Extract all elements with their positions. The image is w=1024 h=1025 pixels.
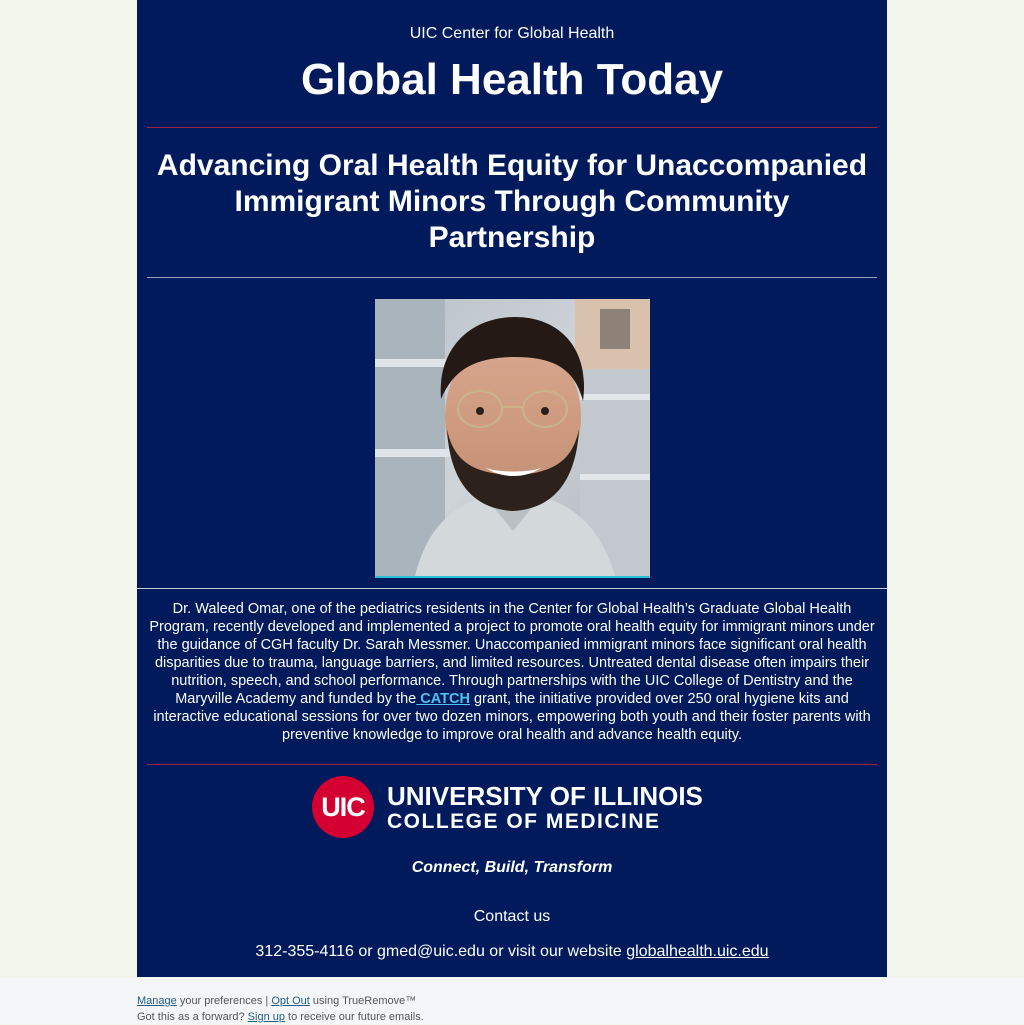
newsletter-body — [137, 0, 887, 977]
manage-preferences-link[interactable]: Manage — [137, 995, 177, 1007]
email-footer — [0, 977, 1024, 1024]
footer-text: your preferences | — [176, 995, 272, 1007]
logo-college-name: COLLEGE OF MEDICINE — [387, 810, 661, 833]
footer-text: using TrueRemove™ — [309, 995, 417, 1007]
article-body-text: Dr. Waleed Omar, one of the pediatrics residents in the Center for Global Health’s Graduate Global Health Program, recently developed and implemented a project to promote oral health equity for immigrant minors under the guidance of CGH faculty Dr. Sarah Messmer. Unaccompanied immigrant minors face significant oral health disparities due to trauma, language barriers, and limited resources. Untreated dental disease often impairs their nutrition, speech, and school performance. Through partnerships with the UIC College of Dentistry and the Maryville Academy and funded by the — [149, 601, 875, 707]
opt-out-link[interactable]: Opt Out — [271, 995, 310, 1007]
contact-heading: Contact us — [473, 908, 551, 925]
contact-phone-email: 312-355-4116 or gmed@uic.edu or visit our website — [255, 943, 627, 960]
logo-university-name: UNIVERSITY OF ILLINOIS — [387, 781, 703, 811]
divider — [137, 588, 887, 589]
sign-up-link[interactable]: Sign up — [247, 1011, 285, 1023]
uic-college-of-medicine-logo — [312, 776, 722, 840]
contact-details — [137, 942, 887, 962]
uic-badge: UIC — [312, 776, 374, 838]
divider — [147, 127, 877, 128]
article-photo — [375, 299, 650, 578]
tagline: Connect, Build, Transform — [411, 859, 613, 876]
newsletter-title: Global Health Today — [300, 55, 724, 104]
footer-content — [137, 993, 424, 1025]
footer-preferences-line — [137, 993, 424, 1009]
footer-forward-line — [137, 1009, 424, 1025]
footer-text: to receive our future emails. — [284, 1011, 424, 1023]
article-body — [149, 600, 875, 744]
center-name: UIC Center for Global Health — [409, 25, 615, 42]
divider — [147, 277, 877, 278]
article-body-text-continued: grant, the initiative provided over 250 oral hygiene kits and interactive educational sessions for over two dozen minors, empowering both youth and their foster parents with preventive knowledge to improve oral health and advance health equity. — [153, 691, 871, 743]
divider — [147, 764, 877, 765]
footer-text: Got this as a forward? — [137, 1011, 248, 1023]
catch-grant-link[interactable]: CATCH — [416, 691, 470, 707]
website-link[interactable]: globalhealth.uic.edu — [626, 943, 769, 960]
portrait-image — [375, 299, 650, 576]
article-headline: Advancing Oral Health Equity for Unaccompanied Immigrant Minors Through Community Partnership — [156, 149, 868, 254]
